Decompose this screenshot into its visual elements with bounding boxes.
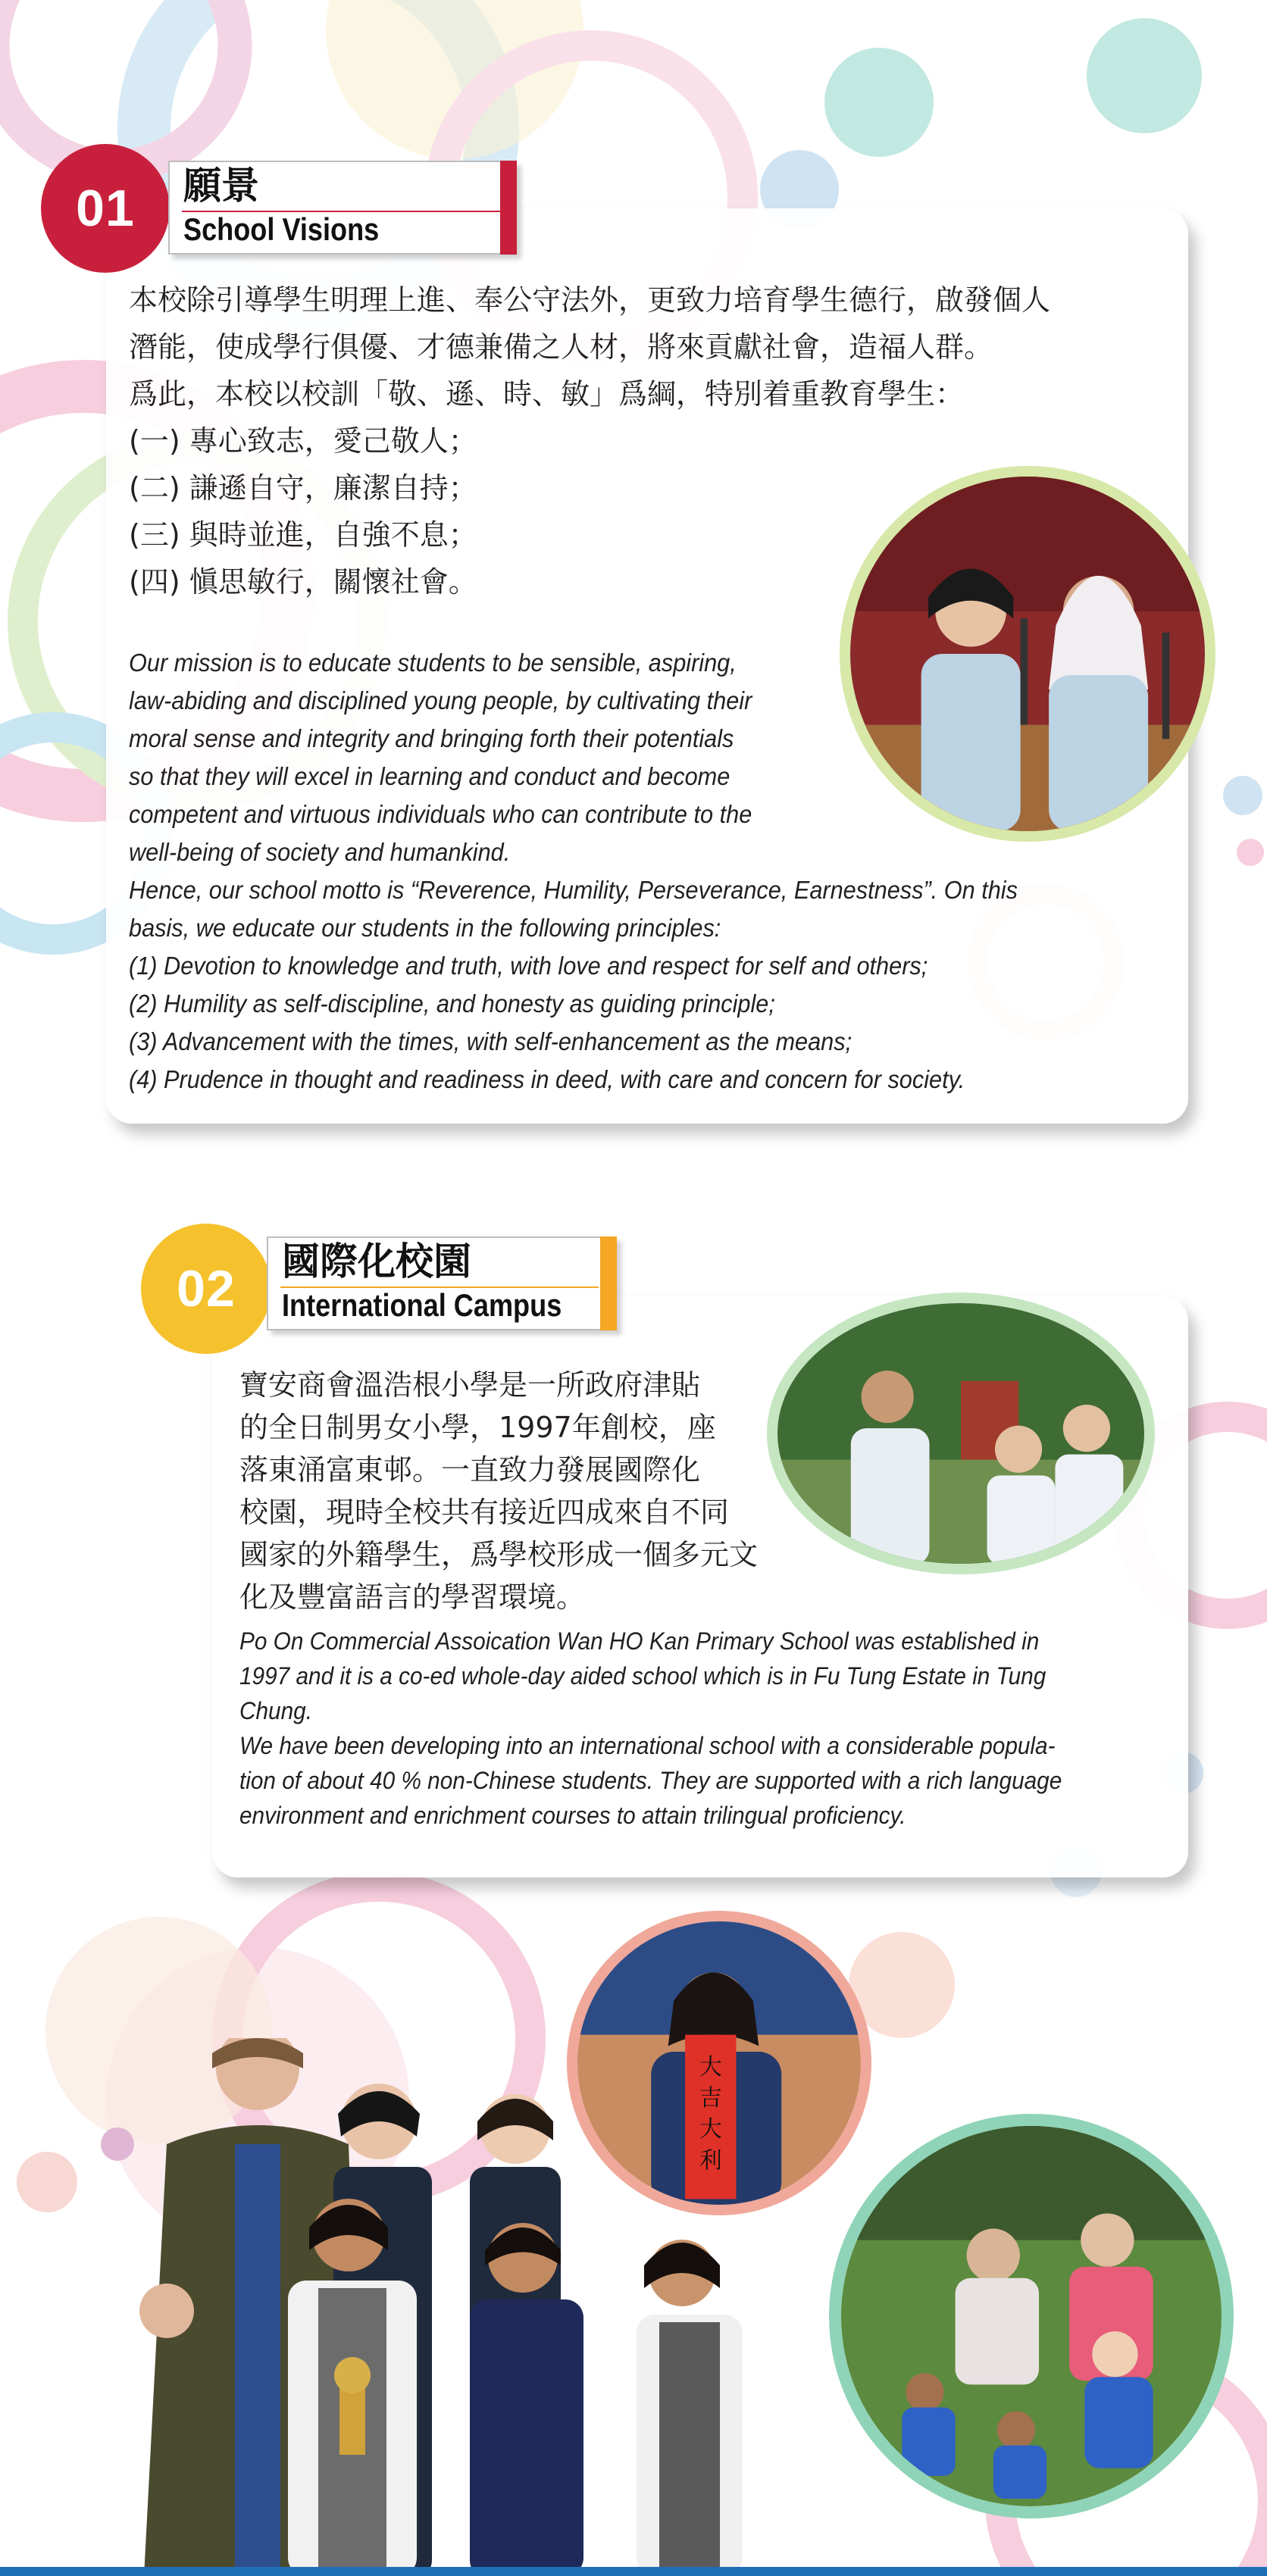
text-line: 寶安商會溫浩根小學是一所政府津貼 bbox=[239, 1368, 701, 1402]
banner-text: 大吉大利 bbox=[699, 2053, 722, 2174]
campus-chinese-text bbox=[239, 1364, 815, 1618]
students-selfie-photo bbox=[767, 1293, 1155, 1574]
section-number-badge: 01 bbox=[41, 144, 170, 273]
section-title-zh: 願景 bbox=[183, 164, 259, 208]
text-line: 本校除引導學生明理上進、奉公守法外，更致力培育學生德行，啟發個人 bbox=[129, 283, 1051, 317]
text-line: basis, we educate our students in the following principles: bbox=[129, 914, 721, 942]
text-line: (2) Humility as self-discipline, and honesty as guiding principle; bbox=[129, 989, 775, 1018]
students-speaking-photo bbox=[840, 466, 1215, 842]
photo-placeholder-icon bbox=[841, 2126, 1222, 2506]
section-title-en: International Campus bbox=[282, 1287, 562, 1323]
text-line: 爲此，本校以校訓「敬、遜、時、敏」爲綱，特別着重教育學生： bbox=[129, 377, 965, 411]
text-line: so that they will excel in learning and conduct and become bbox=[129, 762, 730, 790]
text-line: We have been developing into an international school with a considerable popula- bbox=[239, 1732, 1056, 1759]
section-title-en: School Visions bbox=[183, 211, 380, 247]
text-line: Po On Commercial Assoication Wan HO Kan Primary School was established in bbox=[239, 1627, 1040, 1655]
title-accent-bar bbox=[600, 1236, 617, 1330]
text-line: (4) Prudence in thought and readiness in deed, with care and concern for society. bbox=[129, 1065, 965, 1093]
group-with-trophy-photo bbox=[30, 2038, 834, 2576]
text-line: (三) 與時並進，自強不息； bbox=[129, 518, 477, 552]
photo-placeholder-icon bbox=[850, 477, 1205, 831]
text-line: (四) 愼思敏行，關懷社會。 bbox=[129, 565, 477, 599]
text-line: 潛能，使成學行俱優、才德兼備之人材，將來貢獻社會，造福人群。 bbox=[129, 330, 993, 364]
text-line: competent and virtuous individuals who can contribute to the bbox=[129, 800, 752, 828]
text-line: (二) 謙遜自守，廉潔自持； bbox=[129, 471, 477, 505]
text-line: 國家的外籍學生，爲學校形成一個多元文 bbox=[239, 1538, 759, 1571]
text-line: environment and enrichment courses to attain trilingual proficiency. bbox=[239, 1802, 906, 1829]
text-line: 落東涌富東邨。一直致力發展國際化 bbox=[239, 1453, 701, 1487]
text-line: moral sense and integrity and bringing forth their potentials bbox=[129, 724, 734, 752]
text-line: Chung. bbox=[239, 1697, 312, 1724]
text-line: (1) Devotion to knowledge and truth, with love and respect for self and others; bbox=[129, 952, 928, 980]
section-title-box bbox=[168, 161, 517, 255]
text-line: well-being of society and humankind. bbox=[129, 838, 511, 866]
text-line: 的全日制男女小學，1997年創校，座 bbox=[239, 1411, 716, 1444]
text-line: Hence, our school motto is “Reverence, Humility, Perseverance, Earnestness”. On this bbox=[129, 876, 1018, 904]
section-number-badge: 02 bbox=[141, 1224, 271, 1354]
students-picnic-photo bbox=[829, 2114, 1234, 2518]
photo-placeholder-icon bbox=[777, 1303, 1144, 1564]
section-title-zh: 國際化校園 bbox=[282, 1240, 471, 1283]
section-title-box bbox=[267, 1236, 617, 1330]
text-line: (一) 專心致志，愛己敬人； bbox=[129, 424, 477, 458]
text-line: (3) Advancement with the times, with self-enhancement as the means; bbox=[129, 1027, 852, 1055]
text-line: Our mission is to educate students to be sensible, aspiring, bbox=[129, 649, 737, 677]
text-line: law-abiding and disciplined young people, by cultivating their bbox=[129, 686, 752, 714]
text-line: 校園，現時全校共有接近四成來自不同 bbox=[239, 1496, 730, 1529]
text-line: 1997 and it is a co-ed whole-day aided school which is in Fu Tung Estate in Tung bbox=[239, 1662, 1046, 1690]
text-line: 化及豐富語言的學習環境。 bbox=[239, 1580, 586, 1614]
photo-placeholder-icon bbox=[30, 2038, 834, 2576]
campus-english-text bbox=[239, 1624, 1062, 1833]
text-line: tion of about 40 % non-Chinese students. They are supported with a rich language bbox=[239, 1767, 1062, 1794]
title-accent-bar bbox=[500, 161, 517, 255]
footer-bar bbox=[0, 2567, 1267, 2576]
